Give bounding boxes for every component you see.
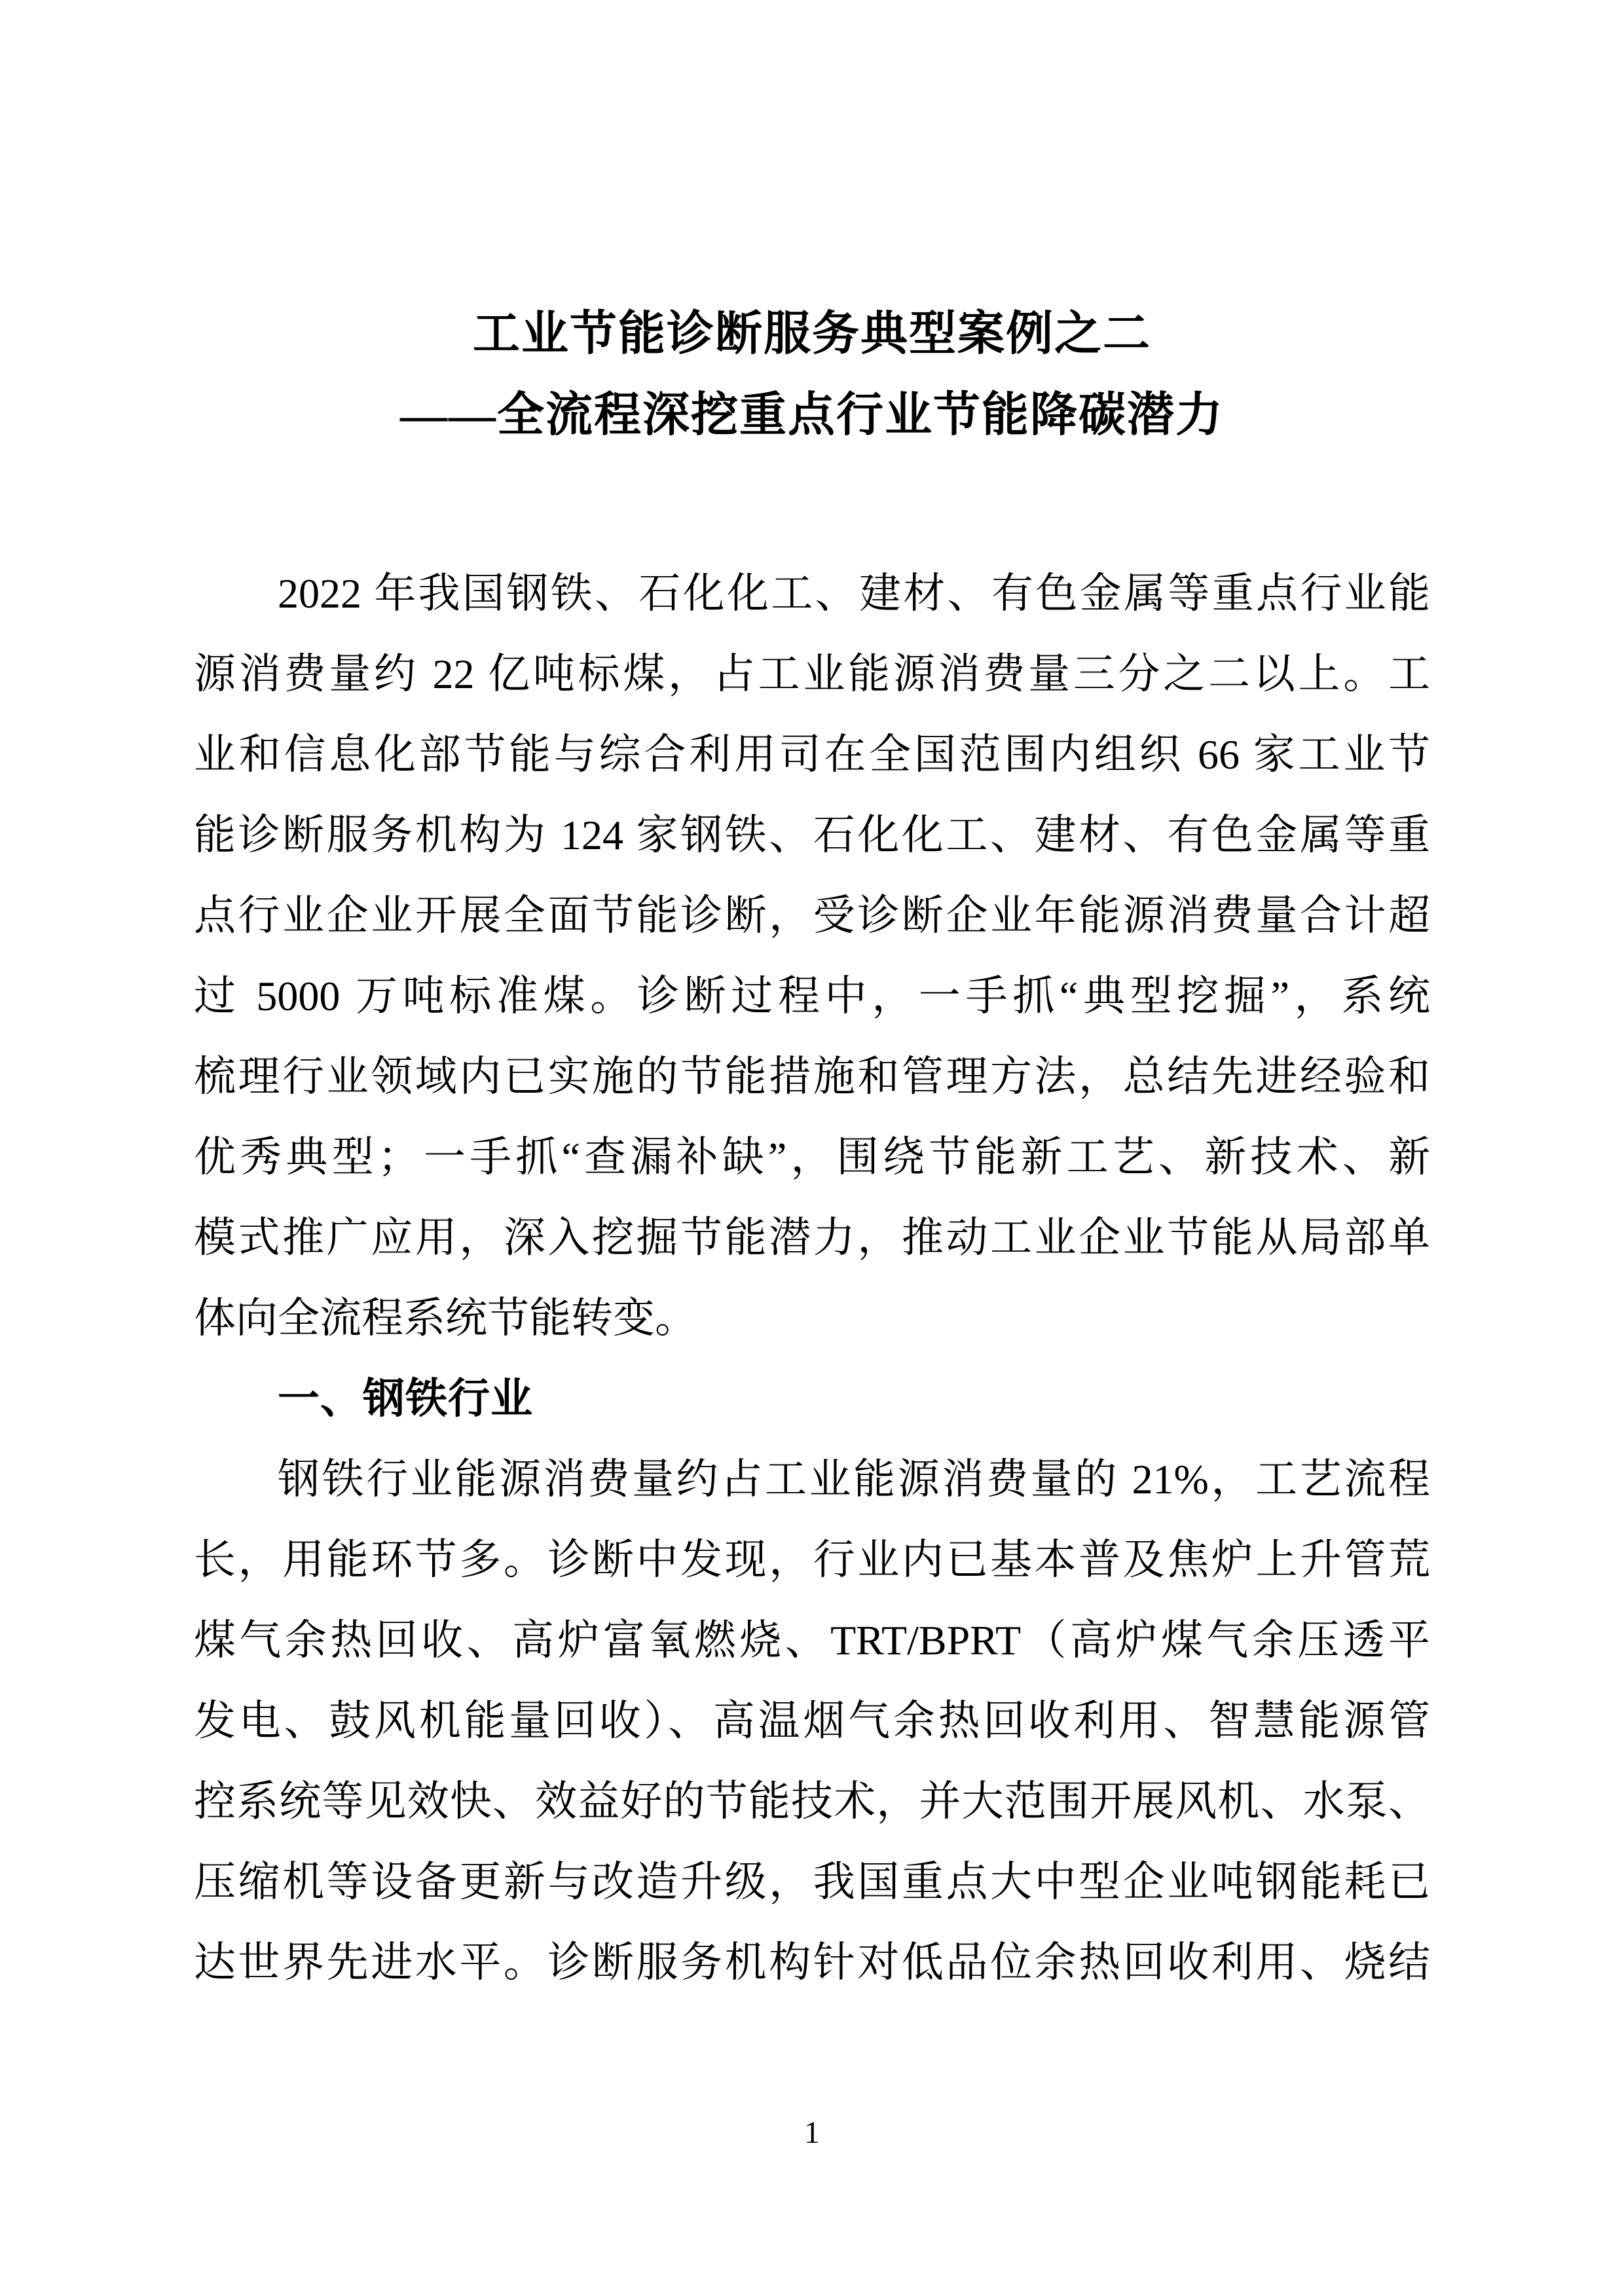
paragraph-line: 点行业企业开展全面节能诊断，受诊断企业年能源消费量合计超 [194, 892, 1430, 939]
paragraph-line: 控系统等见效快、效益好的节能技术，并大范围开展风机、水泵、 [194, 1778, 1430, 1825]
paragraph-line: 长，用能环节多。诊断中发现，行业内已基本普及焦炉上升管荒 [194, 1537, 1430, 1583]
paragraph-line: 能诊断服务机构为 124 家钢铁、石化化工、建材、有色金属等重 [194, 812, 1430, 858]
document-title [0, 293, 1624, 456]
paragraph-line: 梳理行业领域内已实施的节能措施和管理方法，总结先进经验和 [194, 1053, 1430, 1100]
paragraph-line: 模式推广应用，深入挖掘节能潜力，推动工业企业节能从局部单 [194, 1214, 1430, 1261]
section-heading-steel-industry: 一、钢铁行业 [278, 1375, 533, 1422]
paragraph-line: 发电、鼓风机能量回收）、高温烟气余热回收利用、智慧能源管 [194, 1698, 1430, 1744]
paragraph-line: 源消费量约 22 亿吨标煤，占工业能源消费量三分之二以上。工 [194, 651, 1430, 697]
document-title-line2: ——全流程深挖重点行业节能降碳潜力 [399, 389, 1224, 441]
paragraph-line: 体向全流程系统节能转变。 [194, 1295, 697, 1341]
paragraph-line: 2022 年我国钢铁、石化化工、建材、有色金属等重点行业能 [278, 570, 1430, 617]
paragraph-line: 业和信息化部节能与综合利用司在全国范围内组织 66 家工业节 [194, 731, 1430, 778]
paragraph-line: 钢铁行业能源消费量约占工业能源消费量的 21%，工艺流程 [278, 1456, 1430, 1503]
paragraph-line: 压缩机等设备更新与改造升级，我国重点大中型企业吨钢能耗已 [194, 1859, 1430, 1905]
paragraph-line: 煤气余热回收、高炉富氧燃烧、TRT/BPRT（高炉煤气余压透平 [194, 1617, 1430, 1664]
paragraph-line: 过 5000 万吨标准煤。诊断过程中，一手抓“典型挖掘”，系统 [194, 973, 1430, 1019]
paragraph-line: 达世界先进水平。诊断服务机构针对低品位余热回收利用、烧结 [194, 1939, 1430, 1986]
document-title-line1: 工业节能诊断服务典型案例之二 [472, 308, 1151, 360]
document-body [194, 553, 1430, 2003]
page-number: 1 [804, 2115, 820, 2150]
paragraph-line: 优秀典型；一手抓“查漏补缺”，围绕节能新工艺、新技术、新 [194, 1134, 1430, 1180]
